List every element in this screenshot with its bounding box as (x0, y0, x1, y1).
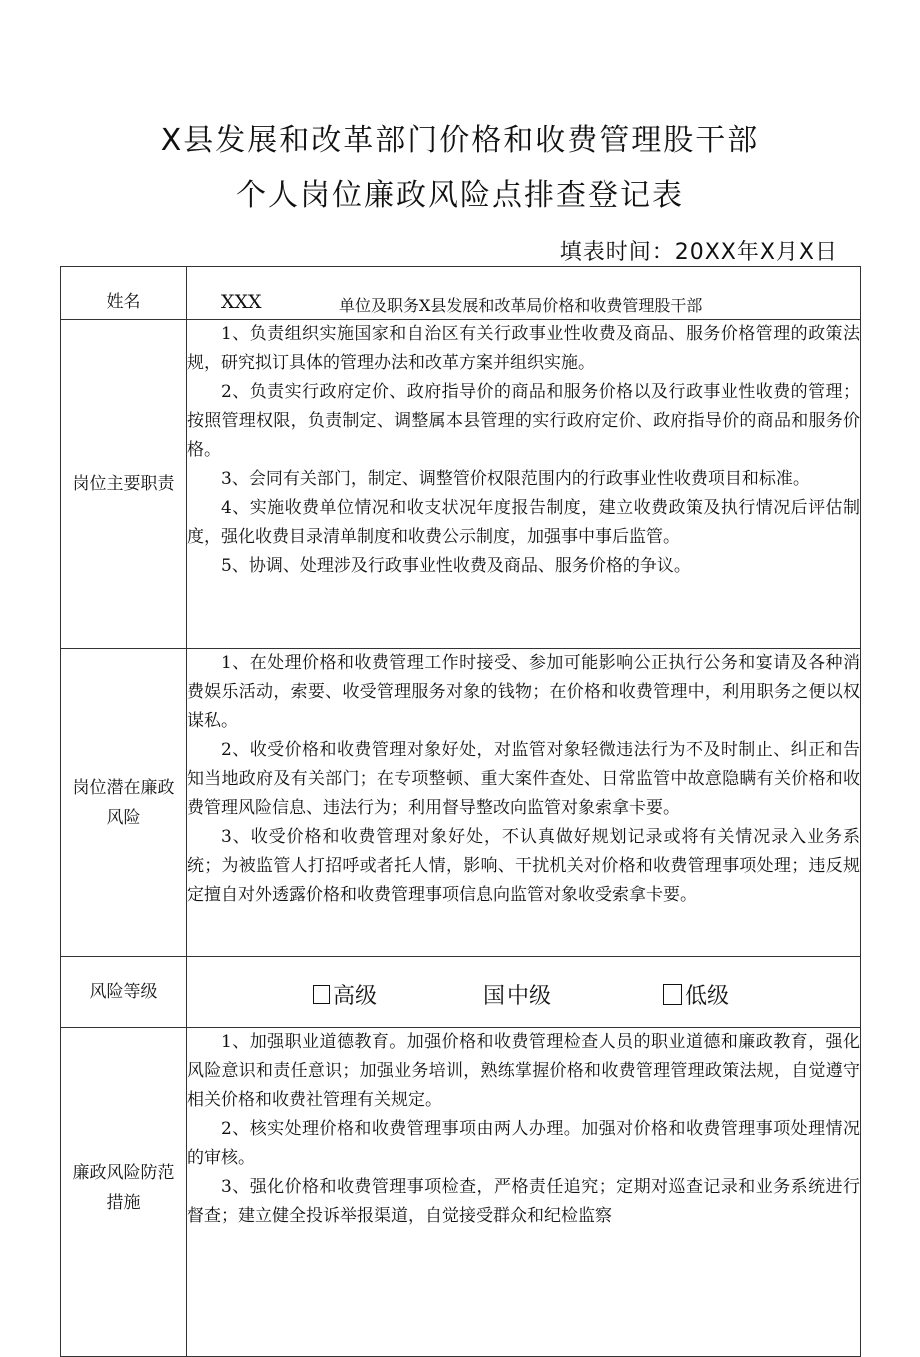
unit-value: X县发展和改革局价格和收费管理股干部 (419, 296, 703, 315)
duties-content (187, 320, 861, 649)
risks-row (61, 649, 861, 957)
name-label: 姓名 (106, 292, 141, 312)
level-mid-option[interactable] (483, 979, 551, 1010)
duty-item: 4、实施收费单位情况和收支状况年度报告制度，建立收费政策及执行情况后评估制度，强化收费目录清单制度和收费公示制度，加强事中事后监管。 (187, 498, 860, 547)
level-low-label: 低级 (685, 984, 730, 1009)
duties-row (61, 320, 861, 649)
duty-item: 3、会同有关部门，制定、调整管价权限范围内的行政事业性收费项目和标准。 (221, 469, 810, 489)
fill-date: 填表时间：20XX年X月X日 (559, 240, 838, 265)
risks-content (187, 649, 861, 957)
risk-level-row (61, 957, 861, 1028)
risk-item: 2、收受价格和收费管理对象好处，对监管对象轻微违法行为不及时制止、纠正和告知当地政府及有关部门；在专项整顿、重大案件查处、日常监管中故意隐瞒有关价格和收费管理风险信息、违法行为；利用督导整改向监管对象索拿卡要。 (187, 740, 860, 818)
name-label-cell (61, 267, 187, 320)
registration-form-table (60, 266, 861, 1357)
duty-item: 5、协调、处理涉及行政事业性收费及商品、服务价格的争议。 (221, 556, 691, 576)
measure-item: 1、加强职业道德教育。加强价格和收费管理检查人员的职业道德和廉政教育，强化风险意识和责任意识；加强业务培训，熟练掌握价格和收费管理管理政策法规，自觉遵守相关价格和收费社管理有关规定。 (187, 1032, 860, 1110)
risk-level-label: 风险等级 (61, 957, 187, 1028)
name-unit-cell (187, 267, 861, 320)
form-title-line2: 个人岗位廉政风险点排查登记表 (236, 178, 684, 213)
level-high-checkbox[interactable] (313, 985, 330, 1004)
level-high-option[interactable] (313, 979, 377, 1010)
name-row (61, 267, 861, 320)
risks-label: 岗位潜在廉政风险 (61, 649, 187, 957)
level-low-option[interactable] (663, 979, 729, 1010)
measures-content (187, 1028, 861, 1357)
form-title-line1: X县发展和改革部门价格和收费管理股干部 (160, 123, 760, 158)
unit-label: 单位及职务 (339, 296, 420, 315)
level-low-checkbox[interactable] (663, 984, 682, 1005)
measures-label: 廉政风险防范措施 (61, 1028, 187, 1357)
level-mid-label: 中级 (507, 984, 552, 1009)
risk-level-options (187, 957, 861, 1028)
measure-item: 3、强化价格和收费管理事项检查，严格责任追究；定期对巡查记录和业务系统进行督查；建立健全投诉举报渠道，自觉接受群众和纪检监察 (187, 1177, 860, 1226)
name-value: XXX (221, 291, 262, 313)
duty-item: 2、负责实行政府定价、政府指导价的商品和服务价格以及行政事业性收费的管理；按照管理权限，负责制定、调整属本县管理的实行政府定价、政府指导价的商品和服务价格。 (187, 382, 860, 460)
level-mid-checked-mark[interactable]: 国 (483, 984, 506, 1009)
level-high-label: 高级 (333, 984, 378, 1009)
duties-label: 岗位主要职责 (61, 320, 187, 649)
measure-item: 2、核实处理价格和收费管理事项由两人办理。加强对价格和收费管理事项处理情况的审核。 (187, 1119, 860, 1168)
risk-item: 1、在处理价格和收费管理工作时接受、参加可能影响公正执行公务和宴请及各种消费娱乐活动，索要、收受管理服务对象的钱物；在价格和收费管理中，利用职务之便以权谋私。 (187, 653, 860, 731)
duty-item: 1、负责组织实施国家和自治区有关行政事业性收费及商品、服务价格管理的政策法规，研究拟订具体的管理办法和改革方案并组织实施。 (187, 324, 860, 373)
measures-row (61, 1028, 861, 1357)
risk-item: 3、收受价格和收费管理对象好处，不认真做好规划记录或将有关情况录入业务系统；为被监管人打招呼或者托人情，影响、干扰机关对价格和收费管理事项处理；违反规定擅自对外透露价格和收费管理事项信息向监管对象收受索拿卡要。 (187, 827, 860, 905)
